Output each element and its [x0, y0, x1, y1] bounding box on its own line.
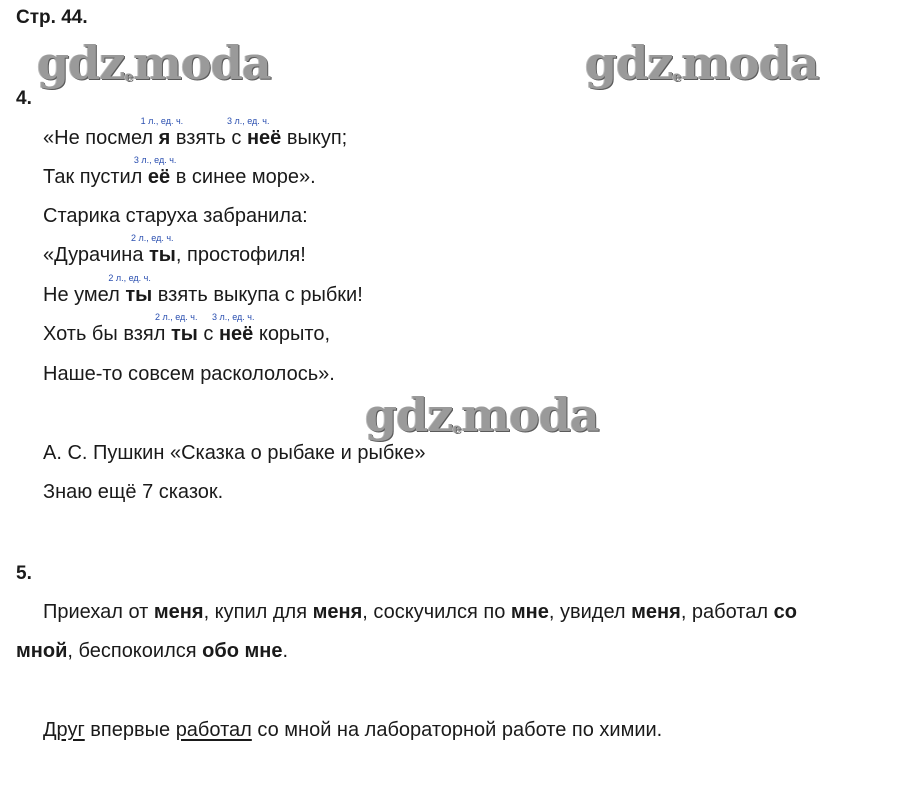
poem-line-1: «Не посмел 1 л., ед. ч. я взять с 3 л., ед. ч. неё выкуп;	[43, 116, 348, 149]
task-5-example-sentence: Друг впервые работал со мной на лабораторной работе по химии.	[43, 719, 663, 741]
grammar-note: 1 л., ед. ч.	[140, 116, 184, 126]
grammar-note: 3 л., ед. ч.	[211, 312, 255, 322]
grammar-note: 3 л., ед. ч.	[133, 155, 177, 165]
watermark-logo: gdzemoda	[37, 36, 271, 90]
watermark-logo: gdzemoda	[365, 388, 599, 442]
watermark-logo: gdzemoda	[585, 36, 819, 90]
poem-line-3: Старика старуха забранила:	[43, 205, 308, 227]
poem-line-2: Так пустил 3 л., ед. ч. её в синее море».	[43, 155, 316, 188]
task-5-paragraph-line-2: мной, беспокоился обо мне.	[16, 640, 289, 662]
poem-line-6: Хоть бы взял 2 л., ед. ч. ты с 3 л., ед. ч. неё корыто,	[43, 312, 331, 345]
grammar-note: 2 л., ед. ч.	[154, 312, 198, 322]
poem-line-5: Не умел 2 л., ед. ч. ты взять выкупа с рыбки!	[43, 273, 363, 306]
grammar-note: 2 л., ед. ч.	[108, 273, 151, 283]
poem-source: А. С. Пушкин «Сказка о рыбаке и рыбке»	[43, 442, 426, 464]
poem-line-7: Наше-то совсем раскололось».	[43, 363, 335, 385]
task-5-number: 5.	[16, 563, 32, 584]
task-4-number: 4.	[16, 88, 32, 109]
grammar-note: 3 л., ед. ч.	[226, 116, 270, 126]
grammar-note: 2 л., ед. ч.	[131, 233, 174, 243]
page-number: Стр. 44.	[16, 7, 88, 28]
fairy-tales-note: Знаю ещё 7 сказок.	[43, 481, 224, 503]
task-5-paragraph-line-1: Приехал от меня, купил для меня, соскучился по мне, увидел меня, работал со	[43, 601, 797, 623]
poem-line-4: «Дурачина 2 л., ед. ч. ты, простофиля!	[43, 233, 306, 266]
